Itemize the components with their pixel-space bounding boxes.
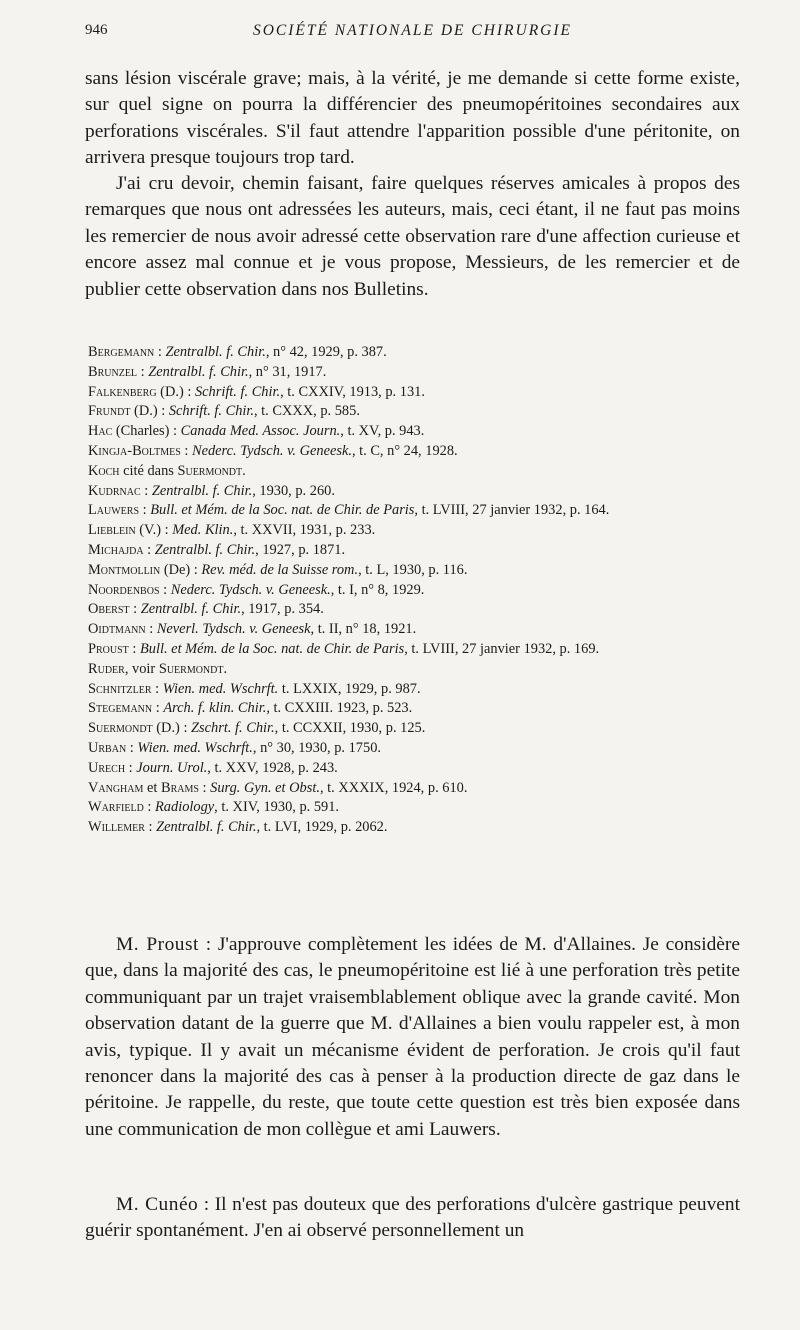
reference-author: Montmollin — [88, 561, 161, 578]
reference-separator: (D.) : — [130, 403, 169, 420]
reference-entry — [88, 462, 743, 482]
reference-title: Bull. et Mém. de la Soc. nat. de Chir. de Paris — [140, 640, 405, 657]
page-number: 946 — [85, 22, 108, 38]
reference-title: Med. Klin. — [172, 522, 234, 539]
reference-author: Lauwers — [88, 502, 140, 519]
reference-separator: , voir — [124, 660, 159, 677]
reference-separator: : — [159, 581, 171, 598]
running-head: SOCIÉTÉ NATIONALE DE CHIRURGIE — [252, 22, 573, 39]
reference-separator: (V.) : — [135, 522, 173, 539]
reference-separator: : — [137, 363, 149, 380]
reference-entry — [88, 501, 743, 521]
reference-separator: : — [152, 700, 164, 717]
reference-separator: et — [143, 779, 161, 796]
reference-author: Schnitzler — [88, 680, 152, 697]
reference-author: Kudrnac — [88, 482, 141, 499]
reference-entry — [88, 798, 743, 818]
reference-author: Warfield — [88, 799, 144, 816]
reference-details: , t. LVIII, 27 janvier 1932, p. 164. — [414, 502, 610, 519]
speaker-name: M. Proust — [116, 934, 199, 955]
reference-entry — [88, 759, 743, 779]
reference-author: Willemer — [88, 819, 145, 836]
reference-details: , n° 31, 1917. — [248, 363, 327, 380]
reference-author: Brunzel — [88, 363, 138, 380]
reference-author: Noordenbos — [88, 581, 160, 598]
reference-author: Suermondt — [177, 462, 243, 479]
bibliography — [88, 343, 743, 838]
speaker-name: M. Cunéo — [116, 1194, 199, 1215]
reference-details: , t. I, n° 8, 1929. — [330, 581, 425, 598]
reference-separator: : — [128, 640, 140, 657]
reference-title: Zentralbl. f. Chir. — [148, 363, 249, 380]
reference-entry — [88, 660, 743, 680]
reference-entry — [88, 581, 743, 601]
reference-details: , 1930, p. 260. — [252, 482, 335, 499]
reference-details: , t. XXV, 1928, p. 243. — [207, 759, 338, 776]
speech-text: : Il n'est pas douteux que des perforations d'ulcère gastrique peuvent guérir spontanément. J'en ai observé personnellement un — [85, 1194, 740, 1242]
reference-separator: : — [144, 819, 157, 836]
reference-author: Urban — [88, 739, 127, 756]
reference-details: , t. LVIII, 27 janvier 1932, p. 169. — [404, 640, 600, 657]
reference-details: , t. L, 1930, p. 116. — [358, 561, 468, 578]
reference-entry — [88, 383, 743, 403]
reference-separator: . — [242, 462, 246, 479]
reference-details: , t. C, n° 24, 1928. — [351, 442, 458, 459]
reference-author: Vangham — [88, 779, 144, 796]
reference-title: Wien. med. Wschrft. — [137, 739, 253, 756]
reference-entry — [88, 363, 743, 383]
reference-entry — [88, 640, 743, 660]
reference-author: Kingja-Boltmes — [88, 442, 181, 459]
reference-author: Suermondt — [88, 720, 153, 737]
reference-separator: : — [180, 442, 192, 459]
reference-author: Frundt — [88, 403, 131, 420]
reference-title: Rev. méd. de la Suisse rom. — [201, 561, 359, 578]
paragraph-cuneo — [85, 1192, 740, 1245]
reference-separator: : — [125, 759, 137, 776]
reference-author: Oidtmann — [88, 621, 146, 638]
reference-separator: : — [198, 779, 211, 796]
paragraph-continuation: sans lésion viscérale grave; mais, à la vérité, je me demande si cette forme existe, sur quel signe on pourra la différencier des pneumopéritoines secondaires aux perforations viscérales. S'il faut attendre l'apparition possible d'une péritonite, on arrivera presque toujours trop tard. — [85, 68, 740, 169]
reference-entry — [88, 402, 743, 422]
reference-entry — [88, 422, 743, 442]
reference-separator: : — [129, 601, 141, 618]
reference-details: , n° 30, 1930, p. 1750. — [252, 739, 381, 756]
reference-separator: : — [139, 502, 151, 519]
reference-details: , t. CXXX, p. 585. — [253, 403, 360, 420]
reference-entry — [88, 482, 743, 502]
reference-title: Wien. med. Wschrft. — [162, 680, 279, 697]
reference-entry — [88, 680, 743, 700]
paragraph-proust — [85, 932, 740, 1143]
reference-details: , t. XXVII, 1931, p. 233. — [233, 522, 376, 539]
reference-title: Bull. et Mém. de la Soc. nat. de Chir. de Paris — [150, 502, 415, 519]
reference-author: Brams — [161, 779, 199, 796]
reference-author: Lieblein — [88, 522, 136, 539]
reference-author: Bergemann — [88, 344, 155, 360]
reference-details: , t. XXXIX, 1924, p. 610. — [319, 779, 468, 796]
reference-author: Falkenberg — [88, 383, 157, 400]
paragraph-conclusion: J'ai cru devoir, chemin faisant, faire quelques réserves amicales à propos des remarques que nous ont adressées les auteurs, mais, ceci étant, il ne faut pas moins les remercier de nous avoir adressé cette observation rare d'une affection curieuse et encore assez mal connue et je vous propose, Messieurs, de les remercier et de publier cette observation dans nos Bulletins. — [85, 173, 740, 300]
reference-separator: (D.) : — [152, 720, 192, 737]
reference-title: Radiology — [155, 799, 215, 816]
reference-details: , t. II, n° 18, 1921. — [310, 621, 417, 638]
reference-title: Zentralbl. f. Chir. — [156, 819, 257, 836]
reference-details: , n° 42, 1929, p. 387. — [265, 344, 387, 360]
page-header — [85, 22, 740, 46]
reference-entry — [88, 818, 743, 838]
reference-entry — [88, 343, 743, 363]
reference-entry — [88, 600, 743, 620]
reference-author: Oberst — [88, 601, 130, 618]
reference-author: Suermondt — [158, 660, 224, 677]
reference-separator: (De) : — [160, 561, 202, 578]
reference-separator: : — [154, 344, 166, 360]
reference-details: , t. CXXIII. 1923, p. 523. — [266, 700, 413, 717]
reference-title: Canada Med. Assoc. Journ. — [180, 423, 341, 440]
reference-author: Urech — [88, 759, 126, 776]
reference-entry — [88, 779, 743, 799]
reference-details: t. LXXIX, 1929, p. 987. — [278, 680, 421, 697]
reference-title: Zentralbl. f. Chir. — [154, 541, 256, 558]
reference-title: Nederc. Tydsch. v. Geneesk. — [170, 581, 331, 598]
reference-title: Zentralbl. f. Chir. — [151, 482, 253, 499]
reference-title: Schrift. f. Chir. — [194, 383, 281, 400]
reference-details: , 1927, p. 1871. — [255, 541, 346, 558]
reference-details: , t. CXXIV, 1913, p. 131. — [280, 383, 425, 400]
reference-separator: : — [143, 541, 155, 558]
reference-title: Schrift. f. Chir. — [168, 403, 254, 420]
reference-separator: : — [151, 680, 163, 697]
reference-details: , 1917, p. 354. — [241, 601, 324, 618]
reference-author: Ruder — [88, 660, 125, 677]
reference-title: Arch. f. klin. Chir. — [163, 700, 267, 717]
speech-text: : J'approuve complètement les idées de M. d'Allaines. Je considère que, dans la majorité des cas, le pneumopéritoine est lié à une perforation très petite communiquant par un trajet vraisemblablement oblique avec la grande cavité. Mon observation datant de la guerre que M. d'Allaines a bien voulu rappeler est, à mon avis, typique. Il y avait un mécanisme évident de perforation. Je crois qu'il faut renoncer dans la majorité des cas à penser à la production directe de gaz dans le péritoine. Je rappelle, du reste, que toute cette question est très bien exposée dans une communication de mon collègue et ami Lauwers. — [85, 934, 740, 1140]
reference-details: , t. XV, p. 943. — [340, 423, 425, 440]
reference-author: Hac — [88, 423, 113, 440]
reference-details: , t. LVI, 1929, p. 2062. — [256, 819, 388, 836]
reference-separator: : — [140, 482, 152, 499]
reference-entry — [88, 561, 743, 581]
reference-title: Zentralbl. f. Chir. — [140, 601, 242, 618]
reference-author: Michajda — [88, 541, 144, 558]
reference-separator: . — [223, 660, 228, 677]
reference-author: Koch — [88, 462, 120, 479]
reference-author: Proust — [88, 640, 129, 657]
reference-entry — [88, 541, 743, 561]
reference-entry — [88, 620, 743, 640]
reference-separator: (Charles) : — [112, 423, 181, 440]
reference-title: Zschrt. f. Chir. — [191, 720, 275, 737]
reference-title: Zentralbl. f. Chir. — [165, 344, 266, 360]
reference-separator: : — [126, 739, 138, 756]
reference-title: Journ. Urol. — [136, 759, 208, 776]
reference-entry — [88, 521, 743, 541]
reference-entry — [88, 739, 743, 759]
reference-title: Surg. Gyn. et Obst. — [210, 779, 320, 796]
reference-separator: : — [145, 621, 157, 638]
reference-details: , t. CCXXII, 1930, p. 125. — [274, 720, 426, 737]
reference-title: Neverl. Tydsch. v. Geneesk — [156, 621, 311, 638]
reference-separator: : — [143, 799, 156, 816]
reference-title: Nederc. Tydsch. v. Geneesk. — [191, 442, 352, 459]
reference-entry — [88, 719, 743, 739]
reference-author: Stegemann — [88, 700, 153, 717]
reference-separator: (D.) : — [156, 383, 195, 400]
reference-entry — [88, 442, 743, 462]
reference-separator: cité dans — [119, 462, 178, 479]
reference-entry — [88, 699, 743, 719]
reference-details: , t. XIV, 1930, p. 591. — [214, 799, 340, 816]
